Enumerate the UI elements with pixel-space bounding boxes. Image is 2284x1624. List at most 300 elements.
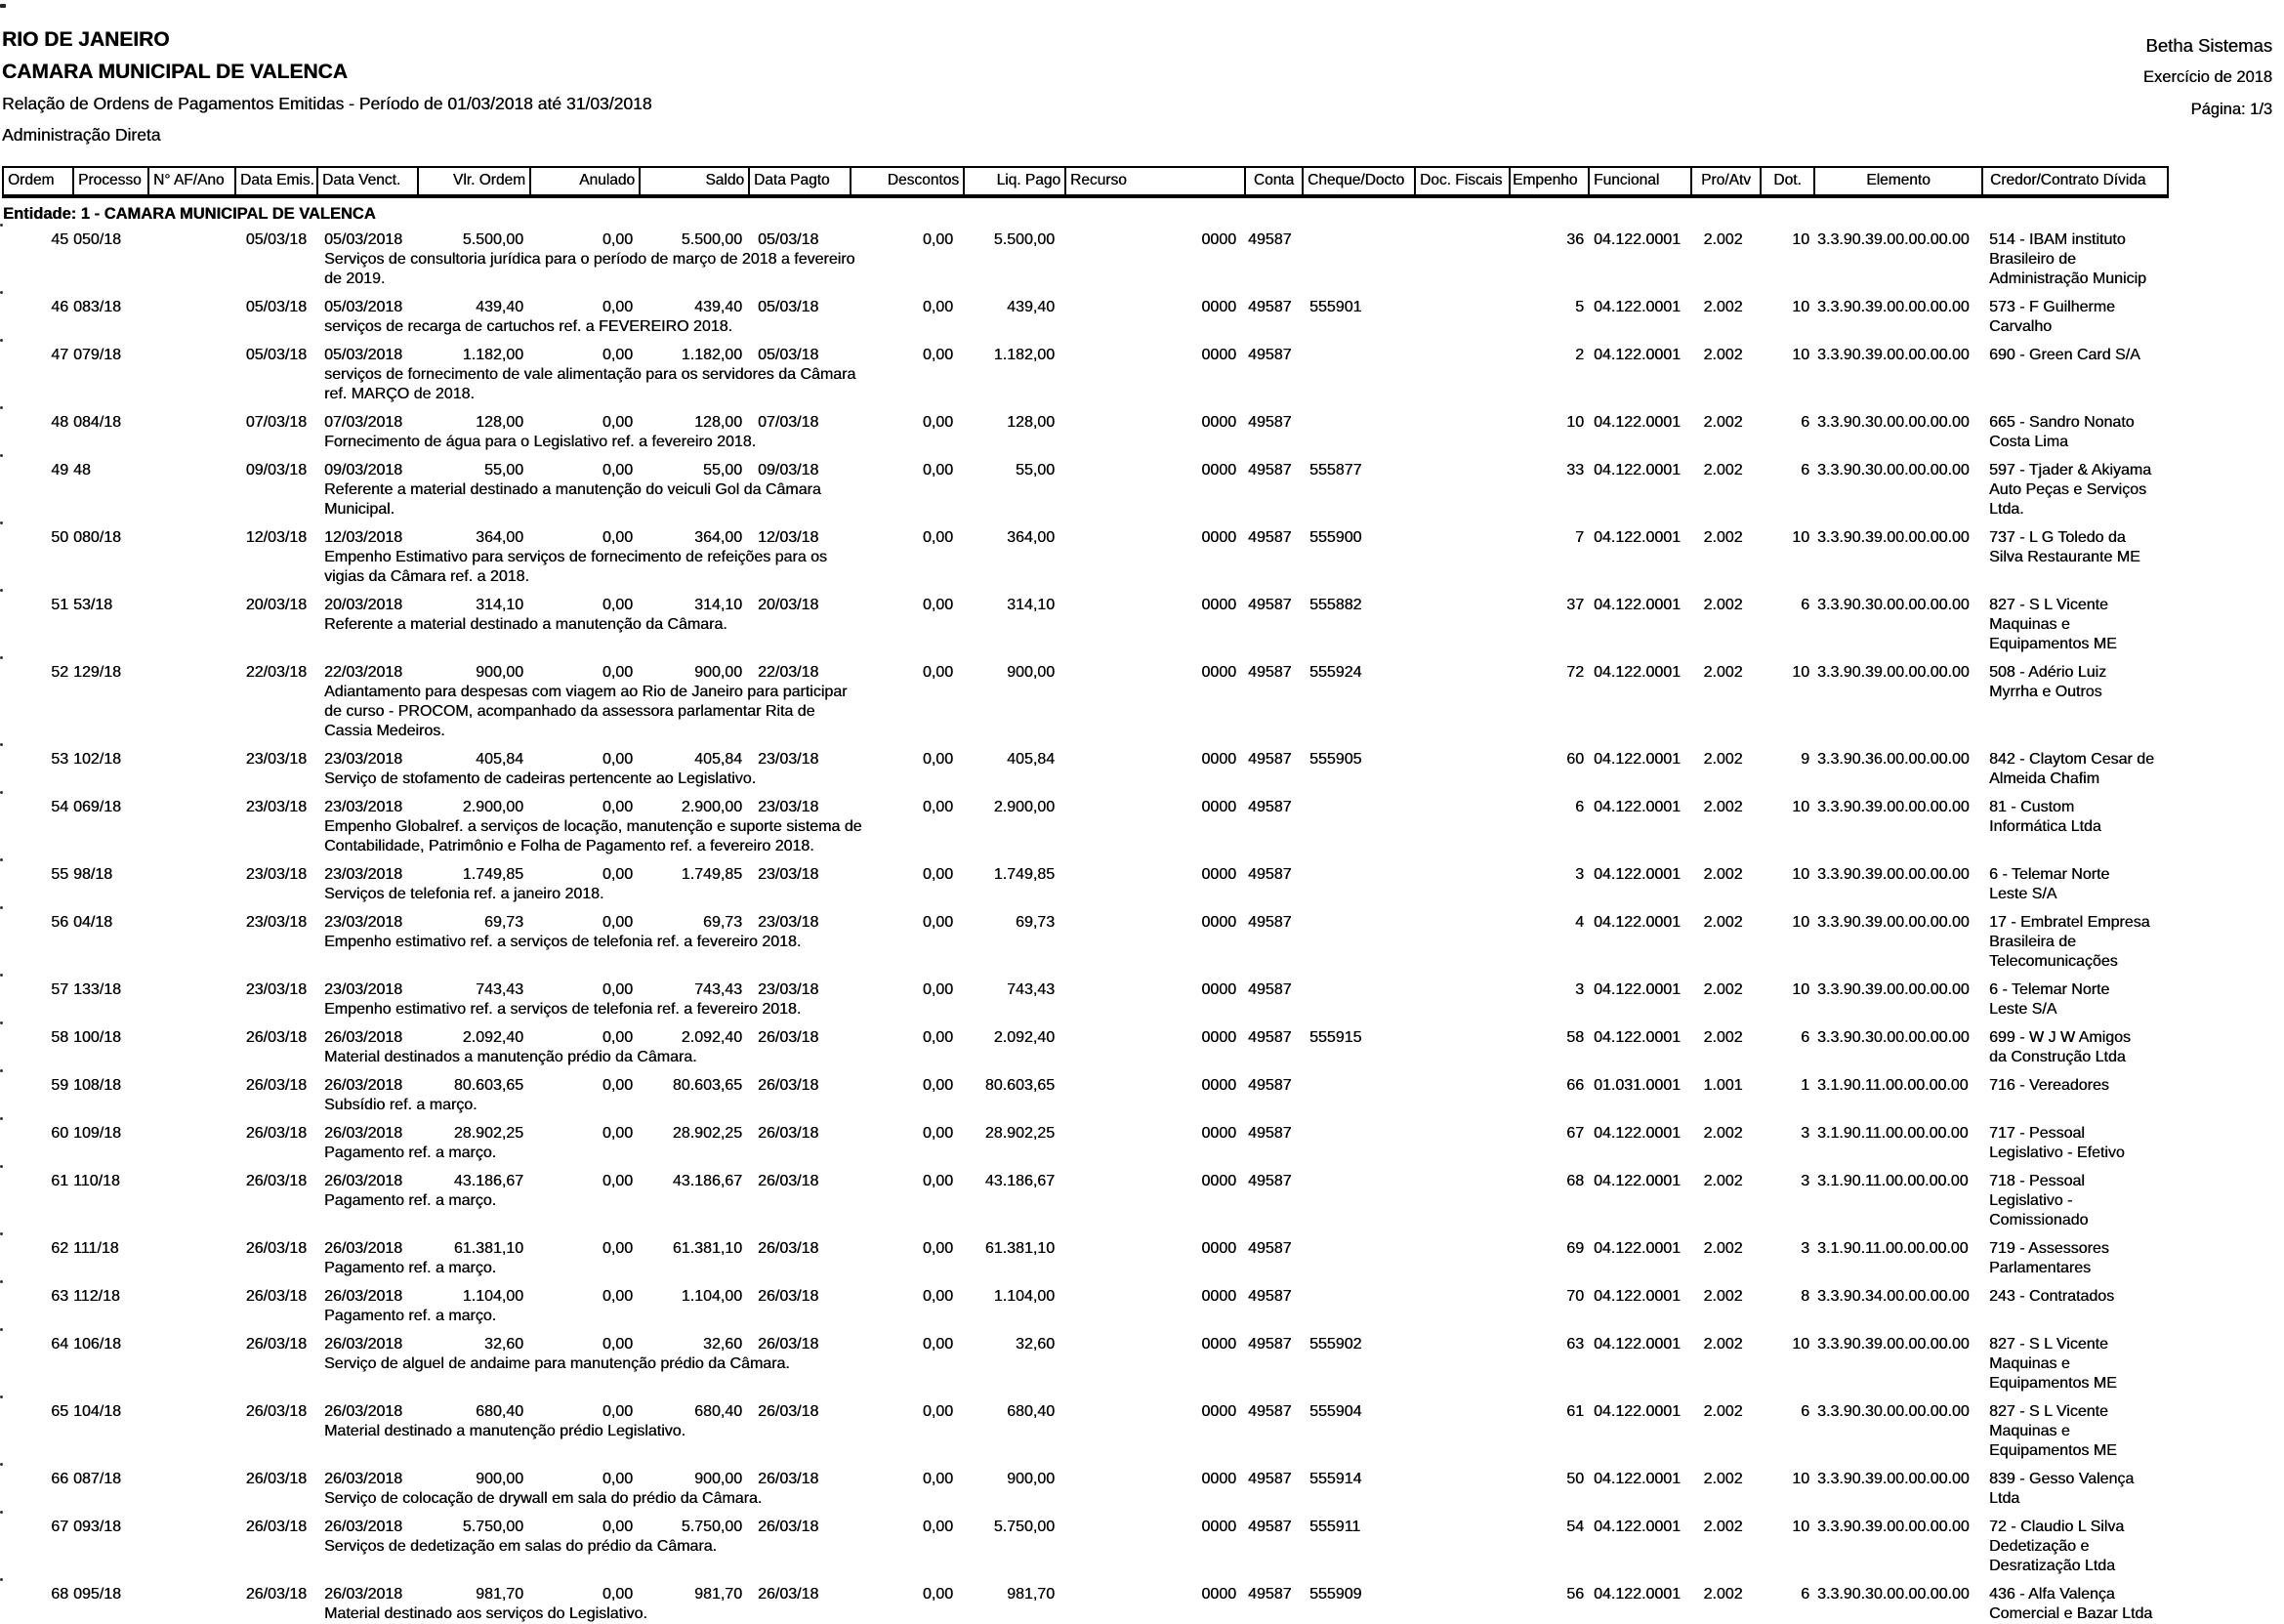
cell-conta: 49587	[1248, 751, 1292, 768]
cell-data-emis: 05/03/18	[245, 231, 307, 248]
cell-elemento: 3.3.90.30.00.00.00.00	[1817, 462, 1970, 479]
cell-af-ano	[145, 1028, 232, 1048]
cell-ordem: 68	[51, 1586, 68, 1603]
cell-pro-atv: 1.001	[1703, 1077, 1743, 1094]
cell-data-emis: 23/03/18	[245, 981, 307, 998]
cell-processo: 093/18	[73, 1519, 121, 1535]
cell-descontos: 0,00	[922, 1125, 953, 1142]
cell-data-venct: 09/03/2018	[324, 462, 403, 479]
cell-processo: 104/18	[73, 1403, 121, 1420]
cell-anulado: 0,00	[602, 664, 633, 681]
cell-data-pagto: 23/03/18	[758, 866, 819, 883]
cell-ordem: 48	[51, 414, 68, 431]
cell-dot: 10	[1792, 299, 1809, 315]
cell-processo: 100/18	[73, 1029, 121, 1046]
cell-conta: 49587	[1248, 1586, 1292, 1603]
row-description: Serviços de dedetização em salas do prédio da Câmara.	[324, 1538, 717, 1555]
cell-elemento: 3.3.90.30.00.00.00.00	[1817, 1586, 1970, 1603]
cell-pro-atv: 2.002	[1703, 1029, 1743, 1046]
cell-pro-atv: 2.002	[1703, 1403, 1743, 1420]
row-description: Serviços de consultoria jurídica para o período de março de 2018 a fevereiro de 2019.	[324, 251, 855, 287]
cell-data-pagto: 05/03/18	[758, 231, 819, 248]
table-row	[2, 663, 2169, 741]
cell-anulado: 0,00	[602, 597, 633, 613]
cell-ordem: 45	[51, 231, 68, 248]
cell-data-emis: 26/03/18	[245, 1288, 307, 1305]
cell-vlr-ordem: 439,40	[476, 299, 523, 315]
row-credor: 699 - W J W Amigos da Construção Ltda	[1989, 1029, 2131, 1065]
cell-descontos: 0,00	[922, 1403, 953, 1420]
cell-saldo: 5.500,00	[681, 231, 742, 248]
cell-saldo: 2.900,00	[681, 799, 742, 815]
cell-anulado: 0,00	[602, 1125, 633, 1142]
cell-vlr-ordem: 743,43	[476, 981, 523, 998]
cell-pro-atv: 2.002	[1703, 231, 1743, 248]
cell-pro-atv: 2.002	[1703, 866, 1743, 883]
cell-anulado: 0,00	[602, 462, 633, 479]
cell-liq-pago: 43.186,67	[984, 1173, 1055, 1189]
cell-empenho: 60	[1566, 751, 1584, 768]
cell-pro-atv: 2.002	[1703, 347, 1743, 363]
table-row	[2, 1518, 2169, 1576]
table-row	[2, 1076, 2169, 1115]
cell-data-venct: 23/03/2018	[324, 799, 403, 815]
col-header-data-venct: Data Venct.	[316, 168, 417, 194]
cell-af-ano	[145, 798, 232, 817]
cell-vlr-ordem: 1.104,00	[462, 1288, 523, 1305]
table-row	[2, 298, 2169, 337]
cell-cheque	[1300, 913, 1412, 933]
cell-processo: 53/18	[73, 597, 113, 613]
cell-empenho: 7	[1575, 529, 1584, 546]
cell-liq-pago: 1.182,00	[993, 347, 1055, 363]
col-header-elemento: Elemento	[1813, 168, 1981, 194]
cell-anulado: 0,00	[602, 799, 633, 815]
cell-processo: 129/18	[73, 664, 121, 681]
cell-cheque	[1300, 1287, 1412, 1307]
cell-anulado: 0,00	[602, 981, 633, 998]
cell-cheque	[1300, 230, 1412, 250]
cell-cheque	[1300, 1124, 1412, 1144]
row-description: Empenho Globalref. a serviços de locação, manutenção e suporte sistema de Contabilidade, Patrimônio e Folha de Pagamento ref. a fevereiro 2018.	[324, 818, 862, 854]
cell-data-emis: 07/03/18	[245, 414, 307, 431]
cell-recurso: 0000	[1201, 751, 1236, 768]
cell-recurso: 0000	[1201, 1288, 1236, 1305]
cell-empenho: 67	[1566, 1125, 1584, 1142]
col-header-pro-atv: Pro/Atv	[1690, 168, 1760, 194]
cell-descontos: 0,00	[922, 1240, 953, 1257]
cell-data-venct: 26/03/2018	[324, 1125, 403, 1142]
cell-vlr-ordem: 1.749,85	[462, 866, 523, 883]
cell-liq-pago: 900,00	[1007, 664, 1055, 681]
cell-liq-pago: 405,84	[1007, 751, 1055, 768]
table-row	[2, 1402, 2169, 1461]
row-credor: 737 - L G Toledo da Silva Restaurante ME	[1989, 529, 2140, 565]
cell-anulado: 0,00	[602, 299, 633, 315]
cell-elemento: 3.3.90.30.00.00.00.00	[1817, 597, 1970, 613]
cell-doc-fiscais	[1412, 980, 1507, 1000]
cell-saldo: 128,00	[694, 414, 742, 431]
cell-recurso: 0000	[1201, 1471, 1236, 1487]
cell-vlr-ordem: 43.186,67	[453, 1173, 523, 1189]
cell-liq-pago: 2.900,00	[993, 799, 1055, 815]
row-credor: 573 - F Guilherme Carvalho	[1989, 299, 2115, 335]
cell-conta: 49587	[1248, 664, 1292, 681]
cell-data-venct: 26/03/2018	[324, 1173, 403, 1189]
cell-cheque: 555900	[1309, 529, 1362, 546]
cell-data-venct: 26/03/2018	[324, 1029, 403, 1046]
cell-anulado: 0,00	[602, 1288, 633, 1305]
cell-liq-pago: 128,00	[1007, 414, 1055, 431]
cell-pro-atv: 2.002	[1703, 799, 1743, 815]
cell-af-ano	[145, 346, 232, 365]
cell-af-ano	[145, 528, 232, 548]
cell-empenho: 6	[1575, 799, 1584, 815]
table-row	[2, 798, 2169, 856]
cell-empenho: 10	[1566, 414, 1584, 431]
cell-vlr-ordem: 900,00	[476, 664, 523, 681]
cell-processo: 050/18	[73, 231, 121, 248]
row-main-line	[2, 750, 1981, 770]
cell-saldo: 900,00	[694, 1471, 742, 1487]
cell-conta: 49587	[1248, 529, 1292, 546]
cell-elemento: 3.3.90.39.00.00.00.00	[1817, 664, 1970, 681]
cell-dot: 10	[1792, 981, 1809, 998]
cell-empenho: 69	[1566, 1240, 1584, 1257]
cell-af-ano	[145, 865, 232, 885]
row-main-line	[2, 1028, 1981, 1048]
cell-ordem: 52	[51, 664, 68, 681]
cell-liq-pago: 1.749,85	[993, 866, 1055, 883]
cell-empenho: 4	[1575, 914, 1584, 931]
cell-empenho: 37	[1566, 597, 1584, 613]
cell-conta: 49587	[1248, 799, 1292, 815]
cell-liq-pago: 2.092,40	[993, 1029, 1055, 1046]
cell-data-pagto: 26/03/18	[758, 1403, 819, 1420]
cell-processo: 111/18	[73, 1240, 119, 1257]
table-row	[2, 1287, 2169, 1326]
cell-ordem: 57	[51, 981, 68, 998]
cell-descontos: 0,00	[922, 1029, 953, 1046]
cell-descontos: 0,00	[922, 799, 953, 815]
cell-descontos: 0,00	[922, 347, 953, 363]
cell-dot: 10	[1792, 347, 1809, 363]
cell-empenho: 33	[1566, 462, 1584, 479]
cell-data-emis: 05/03/18	[245, 299, 307, 315]
cell-recurso: 0000	[1201, 981, 1236, 998]
cell-recurso: 0000	[1201, 664, 1236, 681]
cell-vlr-ordem: 1.182,00	[462, 347, 523, 363]
col-header-ordem: Ordem	[8, 172, 55, 188]
cell-descontos: 0,00	[922, 299, 953, 315]
cell-recurso: 0000	[1201, 1077, 1236, 1094]
cell-liq-pago: 364,00	[1007, 529, 1055, 546]
cell-empenho: 66	[1566, 1077, 1584, 1094]
cell-saldo: 364,00	[694, 529, 742, 546]
cell-vlr-ordem: 69,73	[483, 914, 523, 931]
cell-cheque	[1300, 1076, 1412, 1096]
row-description: Pagamento ref. a março.	[324, 1260, 497, 1276]
cell-data-venct: 23/03/2018	[324, 751, 403, 768]
table-row	[2, 230, 2169, 289]
cell-saldo: 680,40	[694, 1403, 742, 1420]
cell-doc-fiscais	[1412, 413, 1507, 433]
cell-data-pagto: 23/03/18	[758, 799, 819, 815]
cell-doc-fiscais	[1412, 1335, 1507, 1354]
cell-doc-fiscais	[1412, 230, 1507, 250]
table-row	[2, 1585, 2169, 1624]
cell-cheque: 555877	[1309, 462, 1362, 479]
row-main-line	[2, 346, 1981, 365]
cell-processo: 106/18	[73, 1336, 121, 1353]
col-header-recurso: Recurso	[1064, 168, 1244, 194]
cell-pro-atv: 2.002	[1703, 1586, 1743, 1603]
col-header-liq-pago: Liq. Pago	[963, 168, 1064, 194]
cell-data-emis: 26/03/18	[245, 1173, 307, 1189]
cell-conta: 49587	[1248, 1125, 1292, 1142]
cell-liq-pago: 61.381,10	[984, 1240, 1055, 1257]
cell-anulado: 0,00	[602, 231, 633, 248]
row-credor: 827 - S L Vicente Maquinas e Equipamentos ME	[1989, 1336, 2117, 1392]
cell-elemento: 3.3.90.39.00.00.00.00	[1817, 1336, 1970, 1353]
cell-data-emis: 12/03/18	[245, 529, 307, 546]
cell-elemento: 3.3.90.39.00.00.00.00	[1817, 347, 1970, 363]
cell-data-pagto: 26/03/18	[758, 1519, 819, 1535]
col-header-saldo: Saldo	[639, 168, 748, 194]
cell-descontos: 0,00	[922, 914, 953, 931]
cell-ordem: 47	[51, 347, 68, 363]
cell-pro-atv: 2.002	[1703, 664, 1743, 681]
cell-data-venct: 20/03/2018	[324, 597, 403, 613]
row-main-line	[2, 596, 1981, 615]
page-number: Página: 1/3	[2190, 101, 2272, 118]
cell-af-ano	[145, 663, 232, 683]
cell-dot: 3	[1801, 1173, 1809, 1189]
row-main-line	[2, 865, 1981, 885]
cell-data-emis: 26/03/18	[245, 1029, 307, 1046]
cell-elemento: 3.3.90.39.00.00.00.00	[1817, 866, 1970, 883]
cell-ordem: 54	[51, 799, 68, 815]
cell-saldo: 61.381,10	[672, 1240, 742, 1257]
cell-data-emis: 26/03/18	[245, 1125, 307, 1142]
cell-af-ano	[145, 1585, 232, 1604]
cell-funcional: 04.122.0001	[1594, 462, 1681, 479]
cell-liq-pago: 69,73	[1015, 914, 1055, 931]
cell-data-venct: 05/03/2018	[324, 347, 403, 363]
row-description: Pagamento ref. a março.	[324, 1145, 497, 1161]
cell-processo: 084/18	[73, 414, 121, 431]
cell-processo: 133/18	[73, 981, 121, 998]
row-description: Pagamento ref. a março.	[324, 1192, 497, 1209]
cell-processo: 080/18	[73, 529, 121, 546]
row-description: Material destinado a manutenção prédio Legislativo.	[324, 1423, 686, 1439]
row-main-line	[2, 1585, 1981, 1604]
cell-pro-atv: 2.002	[1703, 529, 1743, 546]
cell-vlr-ordem: 364,00	[476, 529, 523, 546]
cell-funcional: 04.122.0001	[1594, 866, 1681, 883]
row-main-line	[2, 980, 1981, 1000]
cell-conta: 49587	[1248, 299, 1292, 315]
cell-saldo: 2.092,40	[681, 1029, 742, 1046]
cell-doc-fiscais	[1412, 1076, 1507, 1096]
cell-pro-atv: 2.002	[1703, 1240, 1743, 1257]
cell-liq-pago: 680,40	[1007, 1403, 1055, 1420]
cell-empenho: 58	[1566, 1029, 1584, 1046]
row-description: Serviços de telefonia ref. a janeiro 2018.	[324, 886, 604, 902]
cell-elemento: 3.3.90.30.00.00.00.00	[1817, 1403, 1970, 1420]
cell-conta: 49587	[1248, 866, 1292, 883]
cell-processo: 079/18	[73, 347, 121, 363]
cell-doc-fiscais	[1412, 1287, 1507, 1307]
cell-processo: 108/18	[73, 1077, 121, 1094]
cell-processo: 069/18	[73, 799, 121, 815]
cell-vlr-ordem: 128,00	[476, 414, 523, 431]
table-row	[2, 1470, 2169, 1509]
cell-recurso: 0000	[1201, 1173, 1236, 1189]
table-body	[2, 230, 2169, 1624]
cell-af-ano	[145, 596, 232, 615]
cell-dot: 1	[1801, 1077, 1809, 1094]
cell-af-ano	[145, 413, 232, 433]
cell-af-ano	[145, 1124, 232, 1144]
cell-empenho: 72	[1566, 664, 1584, 681]
cell-data-venct: 26/03/2018	[324, 1240, 403, 1257]
cell-doc-fiscais	[1412, 1239, 1507, 1259]
cell-elemento: 3.3.90.39.00.00.00.00	[1817, 981, 1970, 998]
row-credor: 716 - Vereadores	[1989, 1077, 2109, 1094]
cell-liq-pago: 439,40	[1007, 299, 1055, 315]
cell-elemento: 3.3.90.36.00.00.00.00	[1817, 751, 1970, 768]
cell-recurso: 0000	[1201, 462, 1236, 479]
cell-recurso: 0000	[1201, 1586, 1236, 1603]
table-row	[2, 865, 2169, 904]
cell-dot: 10	[1792, 529, 1809, 546]
cell-dot: 10	[1792, 664, 1809, 681]
entity-row: Entidade: 1 - CAMARA MUNICIPAL DE VALENCA	[3, 205, 376, 223]
cell-recurso: 0000	[1201, 914, 1236, 931]
row-credor: 72 - Claudio L Silva Dedetização e Desratização Ltda	[1989, 1519, 2125, 1574]
cell-vlr-ordem: 2.092,40	[462, 1029, 523, 1046]
row-description: Fornecimento de água para o Legislativo ref. a fevereiro 2018.	[324, 434, 757, 450]
col-header-credor: Credor/Contrato Dívida	[1981, 168, 2167, 194]
cell-anulado: 0,00	[602, 1519, 633, 1535]
cell-af-ano	[145, 1470, 232, 1489]
cell-recurso: 0000	[1201, 597, 1236, 613]
cell-elemento: 3.1.90.11.00.00.00.00	[1817, 1125, 1969, 1142]
cell-vlr-ordem: 32,60	[483, 1336, 523, 1353]
cell-ordem: 60	[51, 1125, 68, 1142]
col-header-processo: Processo	[72, 168, 147, 194]
cell-cheque: 555904	[1309, 1403, 1362, 1420]
cell-data-pagto: 09/03/18	[758, 462, 819, 479]
cell-descontos: 0,00	[922, 231, 953, 248]
cell-data-pagto: 26/03/18	[758, 1173, 819, 1189]
cell-elemento: 3.3.90.30.00.00.00.00	[1817, 1029, 1970, 1046]
cell-conta: 49587	[1248, 981, 1292, 998]
cell-data-emis: 22/03/18	[245, 664, 307, 681]
cell-processo: 109/18	[73, 1125, 121, 1142]
cell-saldo: 981,70	[694, 1586, 742, 1603]
orders-table	[2, 166, 2169, 1624]
cell-funcional: 04.122.0001	[1594, 1288, 1681, 1305]
row-main-line	[2, 798, 1981, 817]
col-header-data-pagto: Data Pagto	[748, 168, 850, 194]
cell-pro-atv: 2.002	[1703, 462, 1743, 479]
cell-data-venct: 26/03/2018	[324, 1288, 403, 1305]
row-credor: 690 - Green Card S/A	[1989, 347, 2140, 363]
cell-funcional: 04.122.0001	[1594, 1471, 1681, 1487]
cell-descontos: 0,00	[922, 1471, 953, 1487]
cell-saldo: 69,73	[702, 914, 742, 931]
cell-ordem: 51	[51, 597, 68, 613]
cell-anulado: 0,00	[602, 1586, 633, 1603]
cell-cheque	[1300, 865, 1412, 885]
cell-descontos: 0,00	[922, 1077, 953, 1094]
cell-cheque: 555905	[1309, 751, 1362, 768]
cell-dot: 6	[1801, 1403, 1809, 1420]
org-name: CAMARA MUNICIPAL DE VALENCA	[2, 61, 348, 83]
cell-data-venct: 26/03/2018	[324, 1403, 403, 1420]
cell-af-ano	[145, 1239, 232, 1259]
cell-pro-atv: 2.002	[1703, 1125, 1743, 1142]
cell-dot: 6	[1801, 414, 1809, 431]
row-credor: 514 - IBAM instituto Brasileiro de Administração Municip	[1989, 231, 2146, 287]
cell-conta: 49587	[1248, 597, 1292, 613]
cell-cheque	[1300, 413, 1412, 433]
cell-ordem: 49	[51, 462, 68, 479]
cell-descontos: 0,00	[922, 664, 953, 681]
table-row	[2, 346, 2169, 404]
cell-ordem: 59	[51, 1077, 68, 1094]
cell-vlr-ordem: 981,70	[476, 1586, 523, 1603]
row-credor: 719 - Assessores Parlamentares	[1989, 1240, 2109, 1276]
cell-data-venct: 23/03/2018	[324, 914, 403, 931]
cell-data-pagto: 26/03/18	[758, 1240, 819, 1257]
cell-data-venct: 26/03/2018	[324, 1077, 403, 1094]
cell-data-venct: 07/03/2018	[324, 414, 403, 431]
cell-doc-fiscais	[1412, 663, 1507, 683]
cell-processo: 98/18	[73, 866, 113, 883]
org-region: RIO DE JANEIRO	[2, 28, 170, 51]
row-main-line	[2, 413, 1981, 433]
cell-funcional: 04.122.0001	[1594, 914, 1681, 931]
cell-ordem: 64	[51, 1336, 68, 1353]
cell-data-emis: 26/03/18	[245, 1403, 307, 1420]
cell-doc-fiscais	[1412, 1585, 1507, 1604]
cell-liq-pago: 1.104,00	[993, 1288, 1055, 1305]
cell-saldo: 314,10	[694, 597, 742, 613]
cell-funcional: 01.031.0001	[1594, 1077, 1681, 1094]
cell-funcional: 04.122.0001	[1594, 751, 1681, 768]
cell-funcional: 04.122.0001	[1594, 1403, 1681, 1420]
scan-artifact	[0, 4, 6, 8]
cell-vlr-ordem: 5.500,00	[462, 231, 523, 248]
cell-ordem: 50	[51, 529, 68, 546]
row-main-line	[2, 461, 1981, 480]
cell-pro-atv: 2.002	[1703, 1471, 1743, 1487]
row-description: Material destinados a manutenção prédio da Câmara.	[324, 1049, 697, 1065]
col-header-descontos: Descontos	[850, 168, 963, 194]
col-header-anulado: Anulado	[529, 168, 639, 194]
cell-data-emis: 09/03/18	[245, 462, 307, 479]
cell-funcional: 04.122.0001	[1594, 414, 1681, 431]
cell-data-pagto: 22/03/18	[758, 664, 819, 681]
row-credor: 839 - Gesso Valença Ltda	[1989, 1471, 2135, 1507]
cell-vlr-ordem: 2.900,00	[462, 799, 523, 815]
row-description: Serviço de alguel de andaime para manutenção prédio da Câmara.	[324, 1355, 790, 1372]
cell-funcional: 04.122.0001	[1594, 1336, 1681, 1353]
cell-recurso: 0000	[1201, 347, 1236, 363]
